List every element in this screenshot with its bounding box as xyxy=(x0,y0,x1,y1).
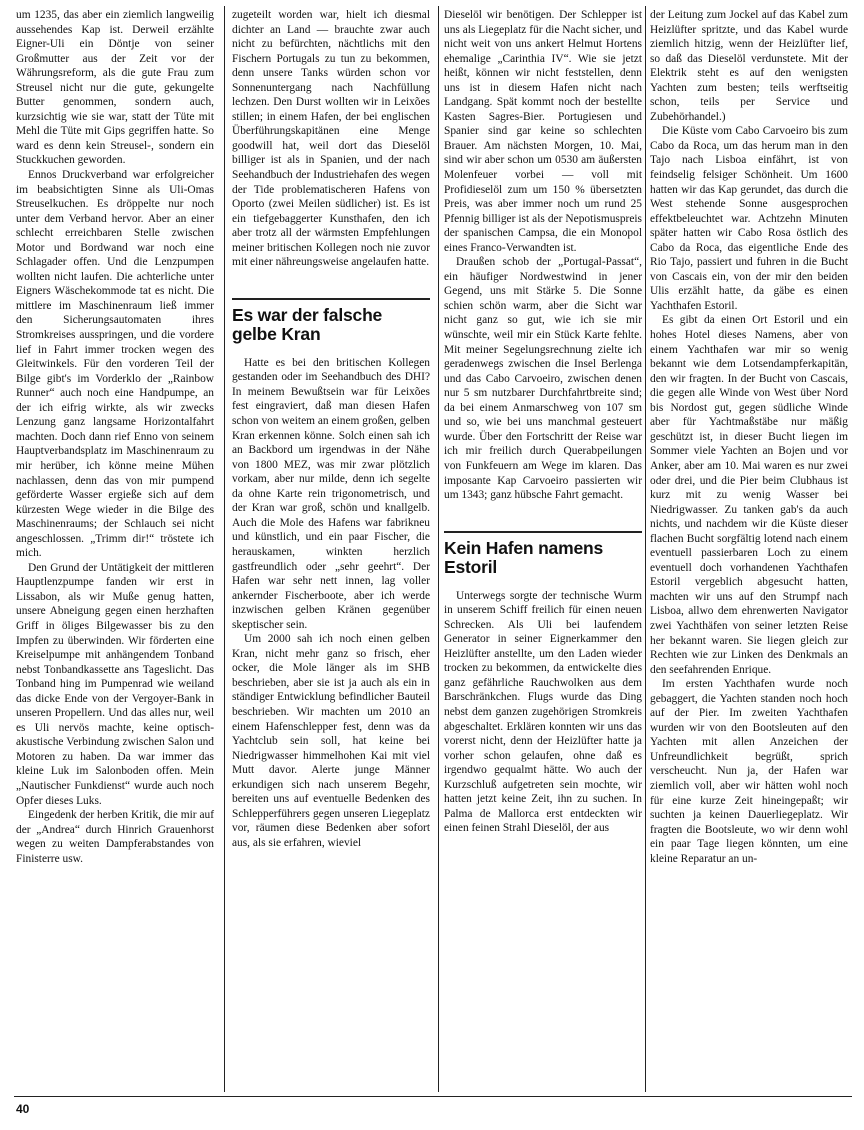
paragraph: der Leitung zum Jockel auf das Kabel zum Heizlüfter spritzte, und das Kabel wurde ziemlich hitzig, wenn der Heizlüfter lief, so daß das Dieselöl verdunstete. Mit der Elektrik steht es auf den wenigsten Yachten zum besten; teils werftseitig schon, teils per Service und Zubehörhandel.) xyxy=(650,9,848,123)
column-1 xyxy=(16,8,214,866)
paragraph: Eingedenk der herben Kritik, die mir auf der „Andrea“ durch Hinrich Grauenhorst wegen zu weiten Dampferabstandes von Finisterre usw. xyxy=(16,809,214,865)
paragraph: Im ersten Yachthafen wurde noch gebaggert, die Yachten standen noch hoch auf der Pier. Im zweiten Yachthafen wurden wir von den Bootsleuten auf den Yachten mit allen Anzeichen der Unfreundlichkeit begrüßt, sprich verscheucht. Nun ja, der Hafen war ziemlich voll, aber wir hätten wohl noch für eine kurze Zeit hineingepaßt; wir suchten ja keinen Dauerliegeplatz. Wir fragten die Bootsleute, wo wir denn wohl ein paar Tage liegen könnten, um eine kleine Reparatur an un- xyxy=(650,678,848,865)
paragraph: Unterwegs sorgte der technische Wurm in unserem Schiff freilich für einen neuen Schrecken. Als Uli bei laufendem Generator in seiner Eignerkammer den Heizlüfter anstellte, um den Laden wieder trocken zu bekommen, da entwickelte dies ganz gefährliche Rauchwolken aus dem Barschränkchen. Flugs wurde das Ding nebst dem ganzen zugehörigen Stromkreis abgeschaltet. Erklären konnten wir uns das vorerst nicht, denn der Heizlüfter hatte ja vorher schon gelaufen, ohne daß es irgendwo gequalmt hätte. Wo auch der Kurzschluß aufgetreten sein mochte, wir hatten jetzt keine Zeit, ihn zu suchen. In Palma de Mallorca erst entdeckten wir einen feinen Strahl Dieselöl, der aus xyxy=(444,589,642,835)
column-3 xyxy=(444,8,642,836)
column-divider xyxy=(438,6,439,1092)
footer-rule xyxy=(14,1096,852,1097)
section-heading: Es war der falsche gelbe Kran xyxy=(232,298,430,344)
column-4 xyxy=(650,8,848,866)
paragraph: Draußen schob der „Portugal-Passat“, ein häufiger Nordwestwind in jener Gegend, uns mit Stärke 5. Die Sonne schien schön warm, aber die Sicht war nicht ganz so gut, wie ich sie mir wünschte, weil mir ein Stück Karte fehlte. Mit meiner Segelungsrechnung zielte ich geradenwegs zwischen die Insel Berlenga und das Cabo Carvoeiro, zwischen denen nur 5 sm nutzbarer Durchfahrtbreite sind; da bei einem Anmarschweg von 107 sm und so, wie bei uns manchmal gesteuert wurde. Über den Fortschritt der Reise war ich mir freilich durch Querabpeilungen von Funkfeuern am Wege im klaren. Das imposante Kap Carvoeiro passierten wir um 1343; ganz hübsche Fahrt gemacht. xyxy=(444,256,642,502)
paragraph: Dieselöl wir benötigen. Der Schlepper ist uns als Liegeplatz für die Nacht sicher, und nicht weit von uns ankert Helmut Hortens ehemalige „Carinthia IV“. Wie sie jetzt heißt, können wir nicht feststellen, denn uns ist in diesem Hafen nicht nach Landgang. Spät kommt noch der bestellte Kasten Sagres-Bier. Portugiesen und Spanier sind gar keine so schlechten Brauer. Am nächsten Morgen, 10. Mai, sind wir aber schon um 0530 am äußersten Molenfeuer vorbei — voll mit Profidieselöl zum um 150 % übersetzten Preis, was aber immer noch um rund 25 Pfennig billiger ist als der Nepotismuspreis der spanischen Campsa, die ein Monopol eines Franco-Verwandten ist. xyxy=(444,9,642,254)
section-heading: Kein Hafen namens Estoril xyxy=(444,531,642,577)
paragraph: zugeteilt worden war, hielt ich diesmal dichter an Land — brauchte zwar auch nicht zu befürchten, nächtlichs mit den Fischern Portugals zu tun zu bekommen, denn unsere Tanks würden schon vor Sonnenuntergang nach Nachfüllung lechzen. Den Durst wollten wir in Leixões stillen; in einem Hafen, der bei englischen Überführungskapitänen eine Menge goodwill hat, weil dort das Dieselöl billiger ist als in Spanien, und der nach Seehandbuch der Industriehafen des wegen der Tide problematischeren Hafens von Oporto (zwei Meilen südlicher) ist. Es ist ein tiefgebaggerter Kunsthafen, den ich aber trotz all der wärmsten Empfehlungen meiner britischen Kollegen noch nie zuvor mit einer nähreungsweise angelaufen hatte. xyxy=(232,9,430,269)
paragraph: Es gibt da einen Ort Estoril und ein hohes Hotel dieses Namens, aber von einem Yachthafen war mir so wenig bekannt wie dem Lotsendampferkapitän, den wir fragten. In der Bucht von Cascais, die gegen alle Winde von West über Nord bis Nordost gut, gegen südliche Winde aber für Yachtmaßstäbe nur mäßig geschützt ist, in dieser Bucht liegen im Sommer viele Yachten an Bojen und vor Anker, aber am 10. Mai waren es nur zwei oder drei, und die Pier beim Clubhaus ist kurz mit zu wenig Wasser bei Niedrigwasser. Zu tanken gab's da auch nichts, und nachdem wir die Küste dieser flachen Bucht sorgfältig lotend nach einem eventuell passierbaren Loch zu einem eventuell doch vorhandenen Yachthafen Estoril vergeblich abgesucht hatten, machten wir uns auf den Strumpf nach Lisboa, allwo dem ehrenwerten Navigator zwei Yachthäfen von seiner letzten Reise her bekannt waren. Sie liegen gleich zur Rechten wie zur Linken des Denkmals an den seefahrenden Enrique. xyxy=(650,314,848,676)
paragraph: um 1235, das aber ein ziemlich langweilig aussehendes Kap ist. Derweil erzählte Eigner-Uli ein Döntje von seiner Großmutter aus der Zeit vor der Währungsreform, als die gute Frau zum Streusel nicht nur die gute, gekungelte Butter genommen, sondern auch, kurzsichtig wie sie war, statt der Tüte mit Mehl die Tüte mit Gips gegriffen hatte. So ward es denn kein Streusel-, sondern ein Stuckkuchen geworden. xyxy=(16,9,214,167)
column-2 xyxy=(232,8,430,850)
column-divider xyxy=(645,6,646,1092)
paragraph: Hatte es bei den britischen Kollegen gestanden oder im Seehandbuch des DHI? In meinem Bewußtsein war für Leixões fest eingraviert, daß man diesen Hafen schon von weitem an einem großen, gelben Kran erkennen könne. Solch einen sah ich an Backbord um irgendwas in der Nähe von 1800 MEZ, was mir zwar plötzlich vorkam, aber nur milde, denn ich segelte da ohne Karte rein trigonometrisch, und der Kran war groß, schön und knallgelb. Auch die Mole des Hafens war fabrikneu und künstlich, und ein paar Fischer, die herauskamen, winkten herzlich gastfreundlich oder „sehr geehrt“. Der Hafen war sehr nett innen, lag voller ankernder Fischerboote, aber ich werde inzwischen gelben Kränen gegenüber skeptischer sein. xyxy=(232,356,430,631)
paragraph: Den Grund der Untätigkeit der mittleren Hauptlenzpumpe fanden wir erst in Lissabon, als wir Muße genug hatten, unsere Abneigung gegen einen herzhaften Griff in öliges Bilgewasser bis zu den Impfen zu überwinden. Wir förderten eine Kreiselpumpe mit anhängendem Tonband nebst Tonbandkassette ans Tageslicht. Das Tonband hing im Pumpenrad wie weiland das dicke Ende von der Vergoyer-Bank in unseren Propellern. Und das alles nur, weil es Uli nervös machte, keine optisch-akustische Verbindung zwischen Salon und Motoren zu haben. Da war immer das kleine Luk im Salonboden offen. Mein „Nautischer Funkdienst“ wurde auch noch Opfer dieses Luks. xyxy=(16,561,214,807)
paragraph: Die Küste vom Cabo Carvoeiro bis zum Cabo da Roca, um das herum man in den Tajo nach Lisboa einfährt, ist von feindselig felsiger Schönheit. Um 1600 hatten wir das Kap gerundet, das durch die West stehende Sonne ausgesprochen effektbeleuchtet war. Achtzehn Minuten später hatten wir Cabo Rosa östlich des Cabo da Roca, das eigentliche Ende des Rio Tajo, passiert und fuhren in die Bucht von Cascais ein, von der mir den beiden Ulis erzählt hatte, da gäbe es einen Yachthafen Estoril. xyxy=(650,125,848,312)
paragraph: Ennos Druckverband war erfolgreicher im beabsichtigten Sinne als Uli-Omas Streuselkuchen. Es dröppelte nur noch unter dem Verband hervor. Aber an einer schlecht erreichbaren Stelle zwischen Motor und Bordwand war noch eine Schlagader offen. Und die Lenzpumpen wollten nicht laufen. Die achterliche unter Eigners Wäschekommode tat es nicht. Die mittlere im Maschinenraum ließ immer den Sicherungsautomaten ihres Stromkreises ausspringen, und die vordere lief in Fahrt immer trocken wegen des Gleitwinkels. Für den vorderen Teil der Bilge gibt's im Vorderklo der „Rainbow Runner“ auch noch eine Handpumpe, an der ich eifrig wirkte, als wir zwecks Lenzung ganz langsame Horizontalfahrt machten. Doch dann rief Enno von seinem Hauptverbandsplatz im Maschinenraum zu mir herüber, ich könne meine Mühen nachlassen, denn das von mir pumpend geförderte Wasser ergieße sich auf dem kürzesten Wege wieder in die Bilge des Maschinenraums; der Schlauch sei nicht angeschlossen. „Trimm dir!“ tröstete ich mich. xyxy=(16,169,214,560)
page-number: 40 xyxy=(16,1102,30,1116)
paragraph: Um 2000 sah ich noch einen gelben Kran, nicht mehr ganz so frisch, eher ocker, die Mole länger als im SHB beschrieben, aber sie ist ja auch als ein in ständiger Entwicklung befindlicher Bauteil beschrieben. Wir machten um 2010 an einem Hafenschlepper fest, denn was da Yachtclub sein soll, hat keine bei Niedrigwasser himmelhohen Kai mit viel Mutt davor. Alerte junge Männer erkundigen sich nach unserem Begehr, bereiten uns auf eventuelle Bedenken des Schlepperführers gegen unseren Liegeplatz vor, räumen diese Bedenken aber sofort aus, als sie erfahren, wieviel xyxy=(232,633,430,849)
column-divider xyxy=(224,6,225,1092)
